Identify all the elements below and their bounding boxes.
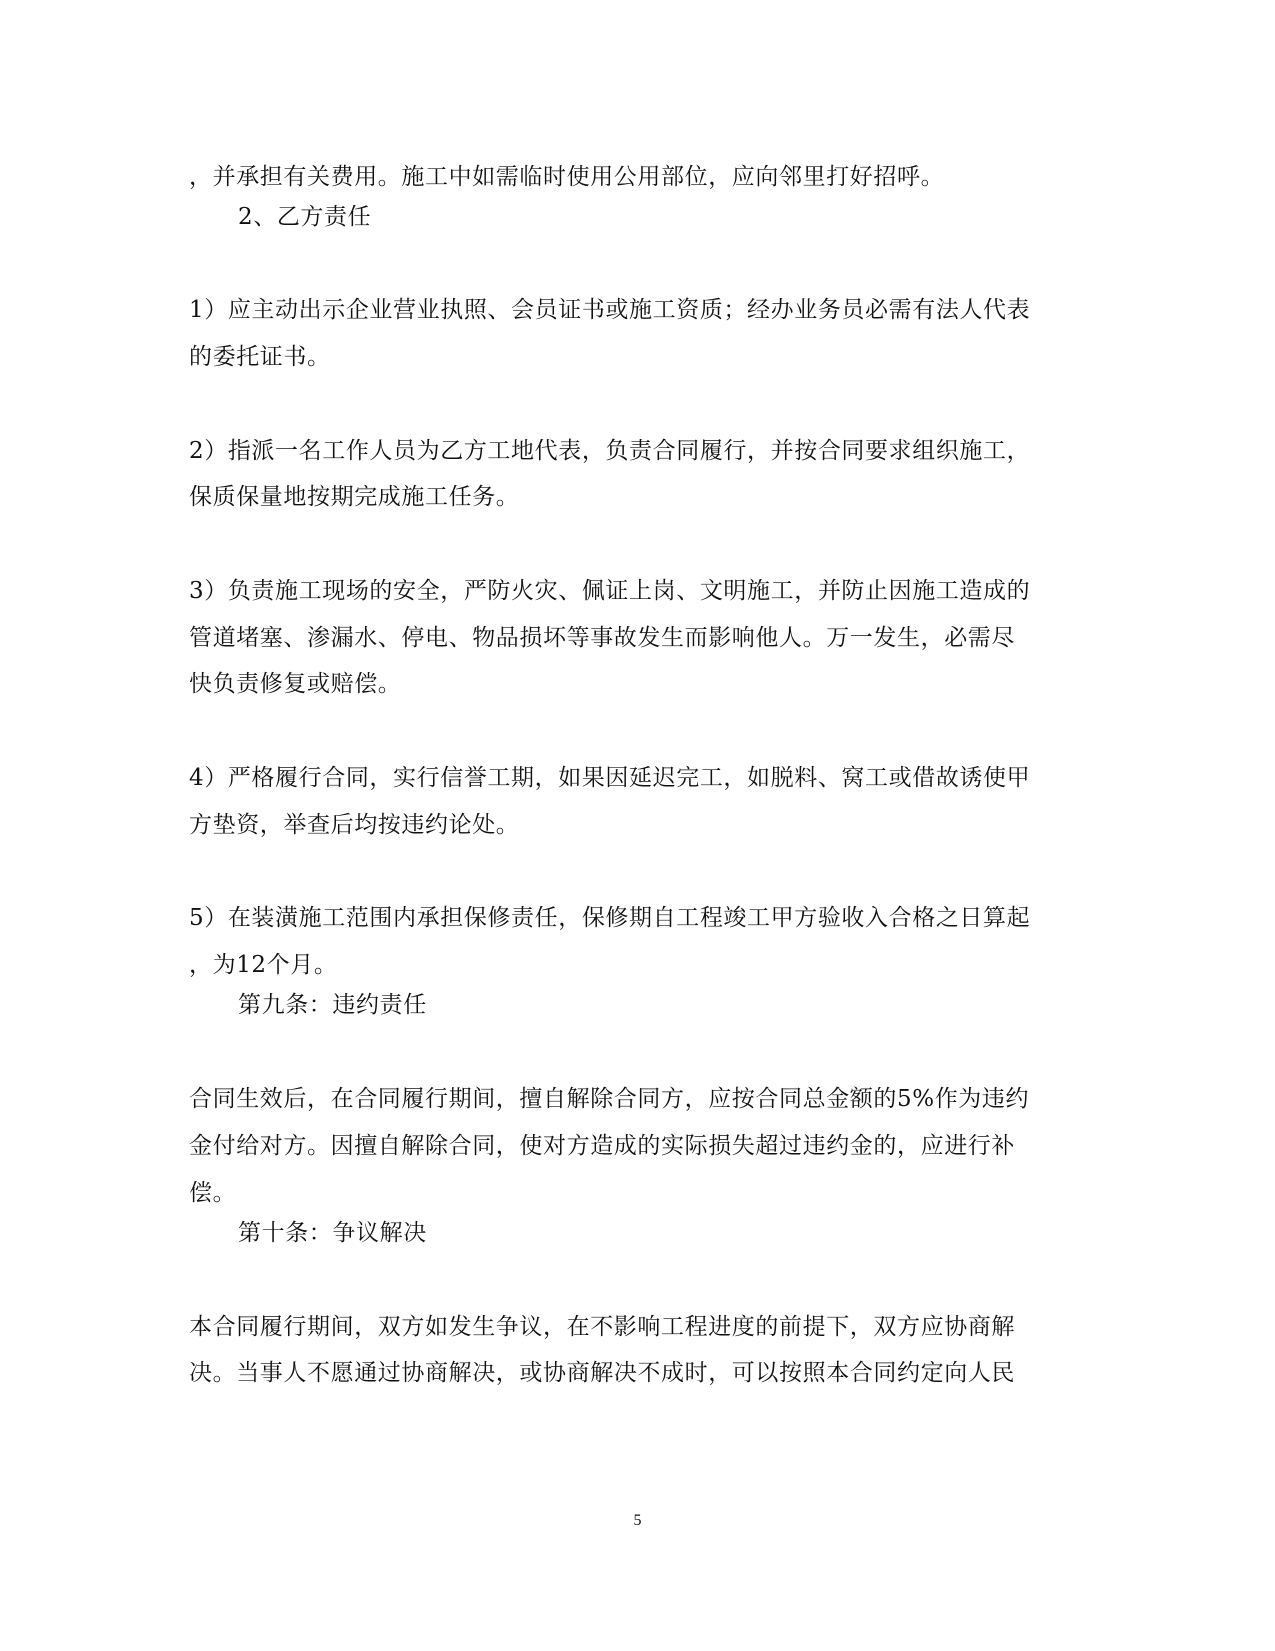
text-line: ，为12个月。 <box>189 952 338 978</box>
text-line: ，并承担有关费用。施工中如需临时使用公用部位，应向邻里打好招呼。 <box>189 164 945 190</box>
text-line: 合同生效后，在合同履行期间，擅自解除合同方，应按合同总金额的5%作为违约 <box>189 1086 1030 1112</box>
section-heading: 2、乙方责任 <box>238 204 372 230</box>
text-line: 方垫资，举查后均按违约论处。 <box>189 812 520 838</box>
text-line: 4）严格履行合同，实行信誉工期，如果因延迟完工，如脱料、窝工或借故诱使甲 <box>189 765 1031 791</box>
text-line: 1）应主动出示企业营业执照、会员证书或施工资质；经办业务员必需有法人代表 <box>189 297 1031 323</box>
section-heading: 第九条：违约责任 <box>238 992 427 1018</box>
text-line: 本合同履行期间，双方如发生争议，在不影响工程进度的前提下，双方应协商解 <box>189 1314 1015 1340</box>
text-line: 3）负责施工现场的安全，严防火灾、佩证上岗、文明施工，并防止因施工造成的 <box>189 578 1031 604</box>
text-line: 偿。 <box>189 1180 237 1206</box>
section-heading: 第十条：争议解决 <box>238 1220 427 1246</box>
text-line: 5）在装潢施工范围内承担保修责任，保修期自工程竣工甲方验收入合格之日算起 <box>189 905 1031 931</box>
text-line: 快负责修复或赔偿。 <box>189 671 402 697</box>
text-line: 金付给对方。因擅自解除合同，使对方造成的实际损失超过违约金的，应进行补 <box>189 1133 1015 1159</box>
text-line: 决。当事人不愿通过协商解决，或协商解决不成时，可以按照本合同约定向人民 <box>189 1360 1015 1386</box>
page-number: 5 <box>633 1512 642 1529</box>
text-line: 管道堵塞、渗漏水、停电、物品损坏等事故发生而影响他人。万一发生，必需尽 <box>189 625 1015 651</box>
text-line: 2）指派一名工作人员为乙方工地代表，负责合同履行，并按合同要求组织施工， <box>189 438 1031 464</box>
text-line: 的委托证书。 <box>189 344 331 370</box>
text-line: 保质保量地按期完成施工任务。 <box>189 484 520 510</box>
